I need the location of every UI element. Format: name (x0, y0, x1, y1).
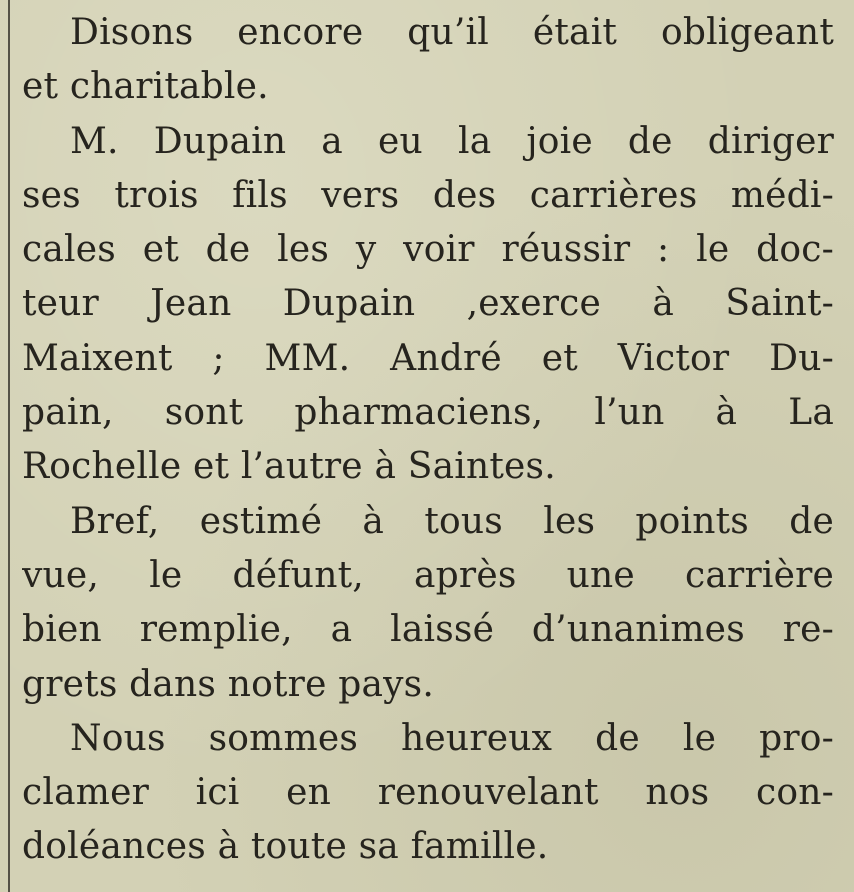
text-line: Nous sommes heureux de le pro- (70, 717, 834, 759)
article-text-column (22, 6, 834, 875)
text-line: teur Jean Dupain ,exerce à Saint- (22, 283, 834, 325)
text-line: Rochelle et l’autre à Saintes. (22, 446, 556, 488)
text-line: Maixent ; MM. André et Victor Du- (22, 337, 834, 379)
text-line: et charitable. (22, 66, 269, 108)
text-line: doléances à toute sa famille. (22, 826, 549, 868)
paragraph-4 (22, 712, 834, 875)
text-line: grets dans notre pays. (22, 663, 435, 705)
text-line: ses trois fils vers des carrières médi- (22, 174, 834, 216)
text-line: Bref, estimé à tous les points de (70, 500, 834, 542)
text-line: pain, sont pharmaciens, l’un à La (22, 392, 834, 434)
column-rule (8, 0, 10, 892)
text-line: clamer ici en renouvelant nos con- (22, 772, 834, 814)
text-line: cales et de les y voir réussir : le doc- (22, 229, 834, 271)
text-line: bien remplie, a laissé d’unanimes re- (22, 609, 834, 651)
text-line: M. Dupain a eu la joie de diriger (70, 120, 834, 162)
text-line: Disons encore qu’il était obligeant (70, 12, 834, 53)
paragraph-3 (22, 495, 834, 712)
paragraph-2 (22, 115, 834, 495)
text-line: vue, le défunt, après une carrière (22, 554, 834, 596)
paragraph-1 (22, 6, 834, 115)
